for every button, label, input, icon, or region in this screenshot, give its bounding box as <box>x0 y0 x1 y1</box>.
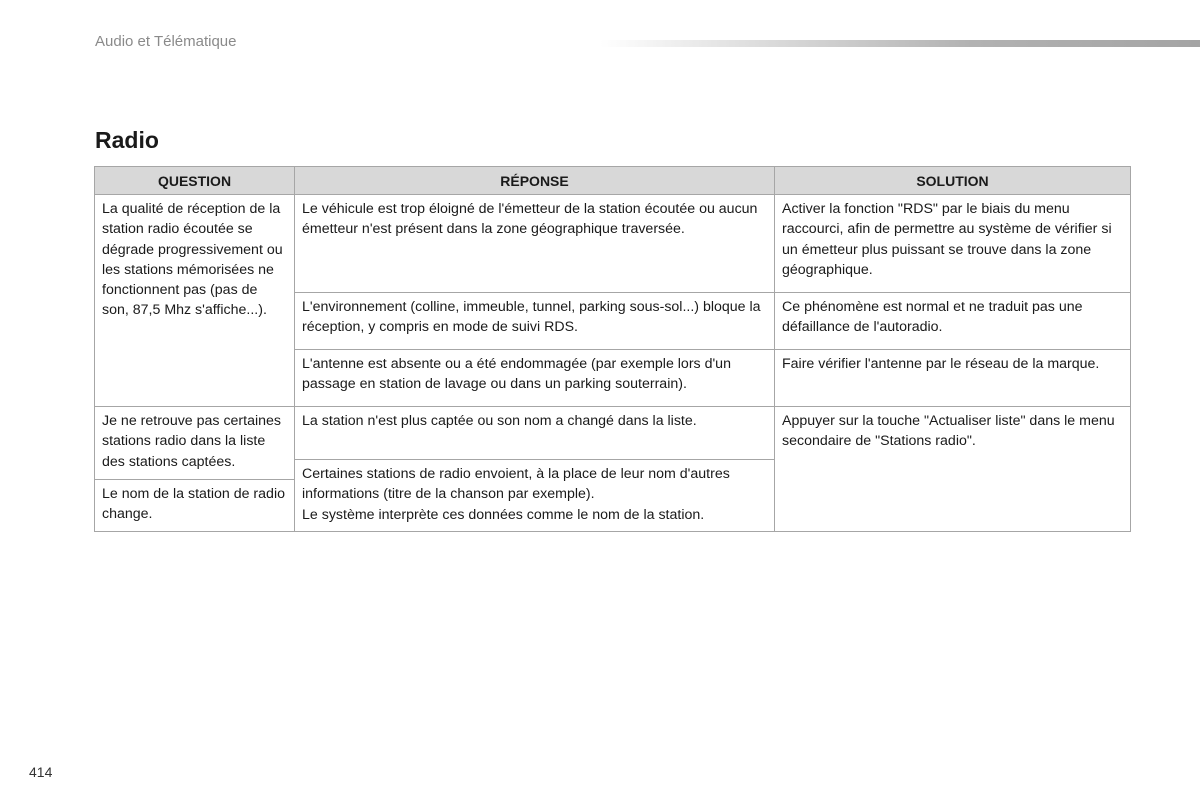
answer-cell: Le véhicule est trop éloigné de l'émetteur de la station écoutée ou aucun émetteur n'est présent dans la zone géographique traversée. <box>295 195 775 293</box>
answer-cell: La station n'est plus captée ou son nom a changé dans la liste. <box>295 407 775 460</box>
section-header-label: Audio et Télématique <box>95 33 237 50</box>
solution-cell: Ce phénomène est normal et ne traduit pas une défaillance de l'autoradio. <box>775 293 1131 350</box>
header-gradient-bar <box>600 40 1200 47</box>
solution-cell: Faire vérifier l'antenne par le réseau de la marque. <box>775 350 1131 407</box>
column-header-solution: SOLUTION <box>775 167 1131 195</box>
table-header-row <box>95 167 1131 195</box>
solution-cell: Appuyer sur la touche "Actualiser liste" dans le menu secondaire de "Stations radio". <box>775 407 1131 532</box>
page-title: Radio <box>95 127 159 153</box>
question-cell: Je ne retrouve pas certaines stations radio dans la liste des stations captées. <box>95 407 295 480</box>
page-number: 414 <box>29 764 53 780</box>
troubleshooting-table <box>94 166 1131 532</box>
answer-cell: L'antenne est absente ou a été endommagée (par exemple lors d'un passage en station de lavage ou dans un parking souterrain). <box>295 350 775 407</box>
answer-cell: L'environnement (colline, immeuble, tunnel, parking sous-sol...) bloque la réception, y compris en mode de suivi RDS. <box>295 293 775 350</box>
table-row <box>95 195 1131 293</box>
question-cell: La qualité de réception de la station radio écoutée se dégrade progressivement ou les stations mémorisées ne fonctionnent pas (pas de son, 87,5 Mhz s'affiche...). <box>95 195 295 407</box>
question-cell: Le nom de la station de radio change. <box>95 479 295 531</box>
answer-text: Le système interprète ces données comme le nom de la station. <box>302 506 705 523</box>
column-header-question: QUESTION <box>95 167 295 195</box>
answer-cell <box>295 460 775 532</box>
solution-cell: Activer la fonction "RDS" par le biais du menu raccourci, afin de permettre au système de vérifier si un émetteur plus puissant se trouve dans la zone géographique. <box>775 195 1131 293</box>
table-row <box>95 407 1131 460</box>
column-header-answer: RÉPONSE <box>295 167 775 195</box>
answer-text: Certaines stations de radio envoient, à la place de leur nom d'autres informations (titre de la chanson par exemple). <box>302 466 730 503</box>
